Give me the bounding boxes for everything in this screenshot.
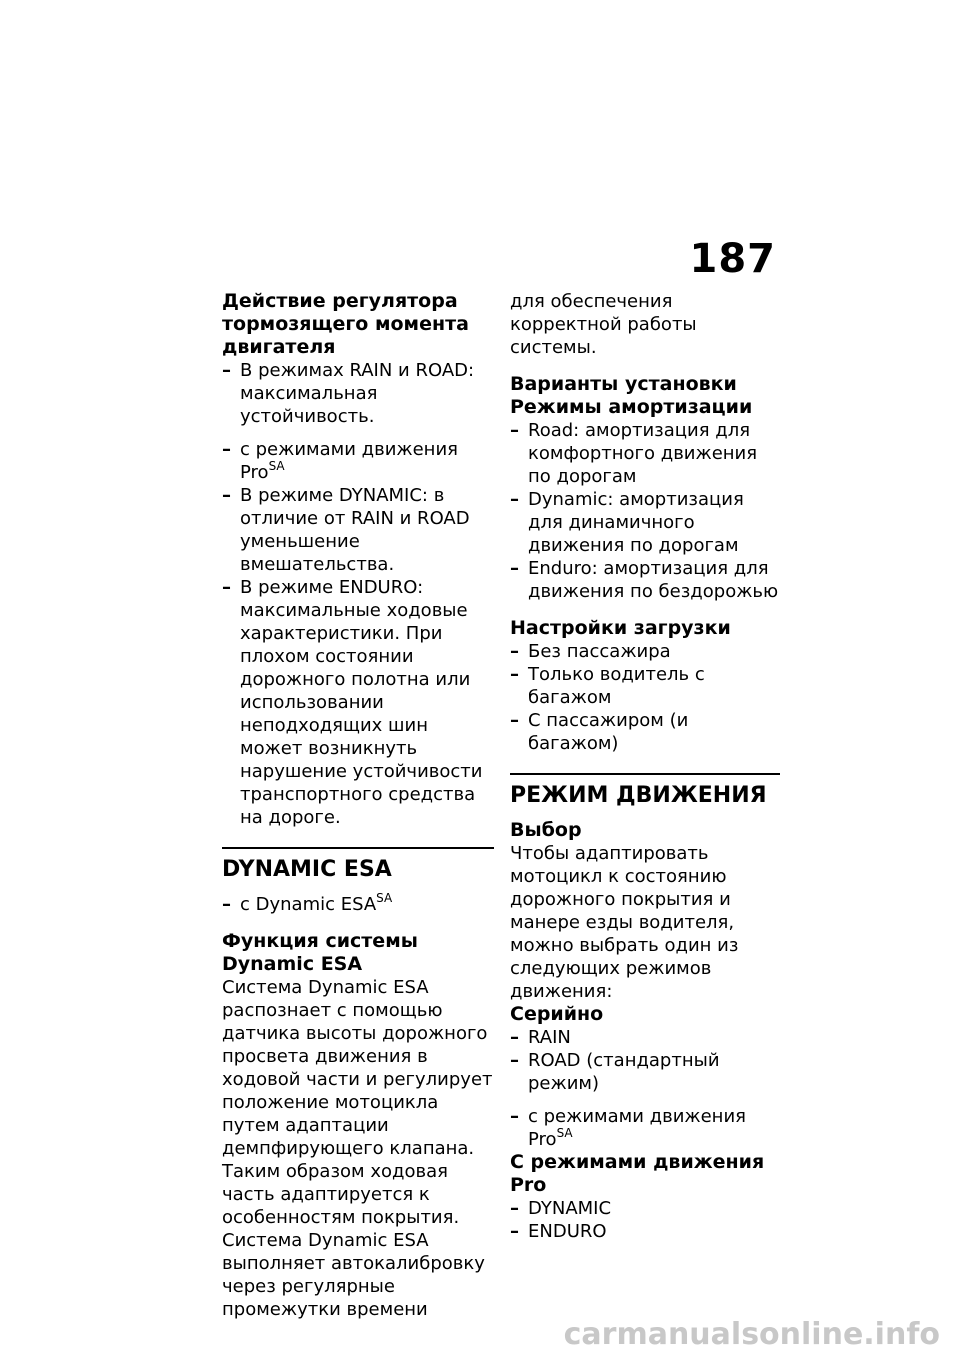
engine-drag-torque-heading: Действие регулятора тормозящего момента двигателя [222, 290, 469, 358]
list-item: – Dynamic: амортизация для динамичного движения по дорогам [510, 488, 780, 557]
sa-mark: SA [376, 891, 393, 905]
load-settings-list [510, 640, 780, 755]
esa-paragraph-1: Система Dynamic ESA распознает с помощью датчика высоты дорожного просвета движения в ходовой части и регулирует положение мотоцикла путем адаптации демпфирующего клапана. Таким образом ходовая часть адаптируется к особенностям покрытия. [222, 977, 493, 1228]
list-item: – В режиме ENDURO: максимальные ходовые характеристики. При плохом состоянии дорожного полотна или использовании неподходящих шин может возникнуть нарушение устойчивости транспортного средства на дороге. [222, 576, 494, 829]
list-item: – Road: амортизация для комфортного движения по дорогам [510, 419, 780, 488]
choice-paragraph: Чтобы адаптировать мотоцикл к состоянию дорожного покрытия и манере езды водителя, можно выбрать один из следующих режимов движения: [510, 843, 739, 1002]
list-item: – С пассажиром (и багажом) [510, 709, 780, 755]
pro-modes-note-right [510, 1105, 780, 1151]
damping-modes-heading: Режимы амортизации [510, 396, 753, 418]
pro-modes-list-right [510, 1197, 780, 1243]
esa-availability-note [222, 893, 494, 916]
serial-heading: Серийно [510, 1003, 604, 1025]
watermark: carmanualsonline.info [563, 1317, 940, 1352]
choice-heading: Выбор [510, 819, 582, 841]
variants-heading: Варианты установки [510, 373, 737, 395]
esa-function-heading: Функция системы Dynamic ESA [222, 930, 418, 975]
pro-modes-note [222, 438, 494, 484]
list-item: – DYNAMIC [510, 1197, 780, 1220]
damping-modes-list [510, 419, 780, 603]
engine-drag-list [222, 359, 494, 428]
pro-modes-heading: С режимами движения Pro [510, 1151, 765, 1196]
list-item: – В режимах RAIN и ROAD: максимальная устойчивость. [222, 359, 494, 428]
serial-modes-list [510, 1026, 780, 1095]
list-item: – RAIN [510, 1026, 780, 1049]
esa-paragraph-2: Система Dynamic ESA выполняет автокалибровку через регулярные промежутки времени [222, 1230, 485, 1320]
list-item: – Без пассажира [510, 640, 780, 663]
section-title-dynamic-esa: DYNAMIC ESA [222, 847, 494, 883]
sa-mark: SA [268, 459, 285, 473]
list-item: – ENDURO [510, 1220, 780, 1243]
right-column [510, 290, 780, 1243]
pro-modes-list [222, 484, 494, 829]
list-item: – с Dynamic $ESA^{SA}$ [222, 893, 494, 916]
page-number: 187 [689, 236, 776, 282]
paragraph-continuation: для обеспечения корректной работы системы. [510, 291, 697, 358]
list-item: – Enduro: амортизация для движения по бездорожью [510, 557, 780, 603]
load-settings-heading: Настройки загрузки [510, 617, 731, 639]
list-item: – В режиме DYNAMIC: в отличие от RAIN и ROAD уменьшение вмешательства. [222, 484, 494, 576]
list-item: – Только водитель с багажом [510, 663, 780, 709]
sa-mark: SA [556, 1126, 573, 1140]
section-title-riding-mode: РЕЖИМ ДВИЖЕНИЯ [510, 773, 780, 809]
list-item: – с режимами движения Pro$^{SA}$ [222, 438, 494, 484]
list-item: – с режимами движения Pro$^{SA}$ [510, 1105, 780, 1151]
left-column [222, 290, 494, 1321]
list-item: – ROAD (стандартный режим) [510, 1049, 780, 1095]
